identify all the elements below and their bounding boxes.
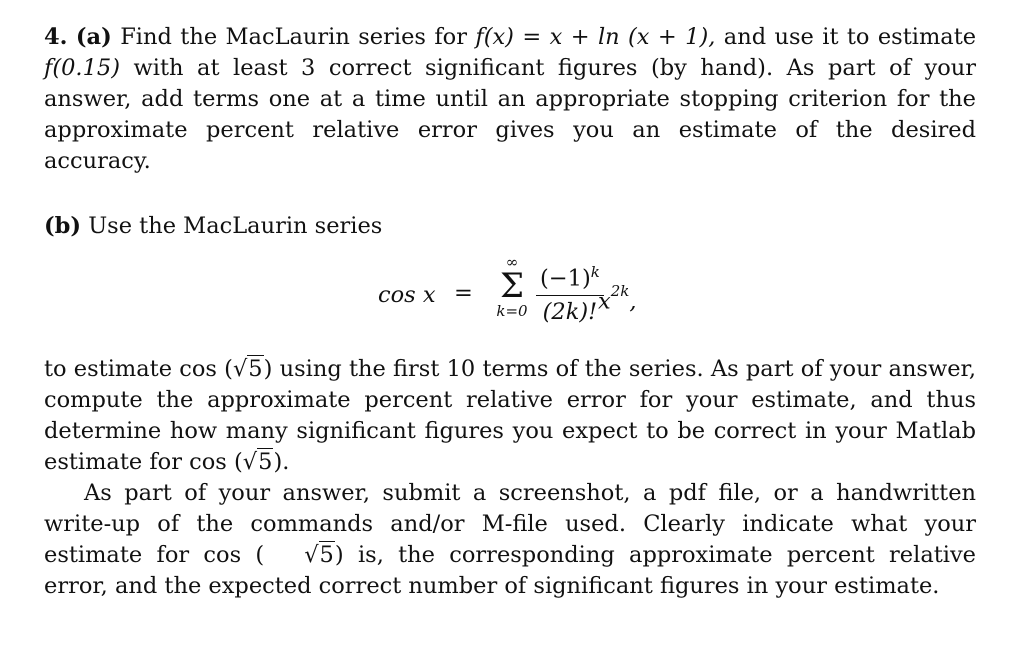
sqrt-five: √5 bbox=[232, 356, 263, 382]
summation-upper-limit: ∞ bbox=[505, 253, 519, 271]
numerator-exponent: k bbox=[590, 263, 600, 281]
part-b-text-start: to estimate cos ( bbox=[44, 356, 233, 382]
equation-trailing-comma: , bbox=[629, 288, 637, 315]
part-a-label: (a) bbox=[75, 24, 112, 50]
sqrt-five: √5 bbox=[242, 449, 273, 475]
function-lhs: f(x) bbox=[475, 24, 514, 50]
part-b-text-end: ). bbox=[273, 449, 290, 475]
part-b-label: (b) bbox=[44, 213, 82, 239]
part-a-text-3: with at least 3 correct significant figures (by hand). As part of your answer, add terms one at a time until an appropriate stopping criterion for the approximate percent relative error gives you an estimate of the desired accuracy. bbox=[44, 55, 976, 174]
part-b-intro bbox=[44, 211, 976, 242]
part-b-text-mid: ) using the first 10 terms of the series. As part of your answer, compute the approximate percent relative error for your estimate, and thus determine how many significant figures you expect to be correct in your Matlab estimate for cos ( bbox=[44, 356, 976, 475]
part-a-text-2: and use it to estimate bbox=[723, 24, 977, 50]
equation-equals: = bbox=[454, 280, 473, 306]
submission-text-end: ) is, the corresponding approximate percent relative error, and the expected correct number of significant figures in your estimate. bbox=[44, 542, 977, 599]
power-exponent: 2k bbox=[610, 282, 630, 300]
power-term: $x^{2k}$, bbox=[598, 282, 637, 315]
function-rhs: x + ln (x + 1), bbox=[549, 24, 716, 50]
part-b-intro-text: Use the MacLaurin series bbox=[88, 213, 383, 239]
series-fraction bbox=[536, 258, 604, 326]
problem-number: 4. bbox=[44, 24, 68, 50]
summation-symbol: Σ bbox=[499, 266, 525, 306]
problem-page bbox=[44, 22, 976, 602]
maclaurin-cos-equation bbox=[44, 254, 976, 342]
part-b-paragraph-1 bbox=[44, 354, 976, 478]
fraction-numerator: $(-1)^k$ bbox=[536, 258, 604, 296]
sqrt-five: √5 bbox=[304, 542, 334, 568]
part-b-paragraph-2 bbox=[44, 478, 976, 602]
summation-lower-limit: k=0 bbox=[496, 302, 528, 320]
function-equals: = bbox=[522, 24, 542, 50]
part-a-paragraph bbox=[44, 22, 976, 177]
equation-lhs: cos x bbox=[378, 282, 436, 308]
part-a-text-1: Find the MacLaurin series for bbox=[120, 24, 467, 50]
evaluation-point: f(0.15) bbox=[44, 55, 120, 81]
submission-text-start: As part of your answer, submit a screenshot, a pdf file, or a handwritten write-up of the commands and/or M-file used. Clearly indicate what your estimate for cos ( bbox=[44, 480, 976, 568]
fraction-denominator: (2k)! bbox=[542, 298, 598, 325]
summation bbox=[490, 254, 534, 320]
